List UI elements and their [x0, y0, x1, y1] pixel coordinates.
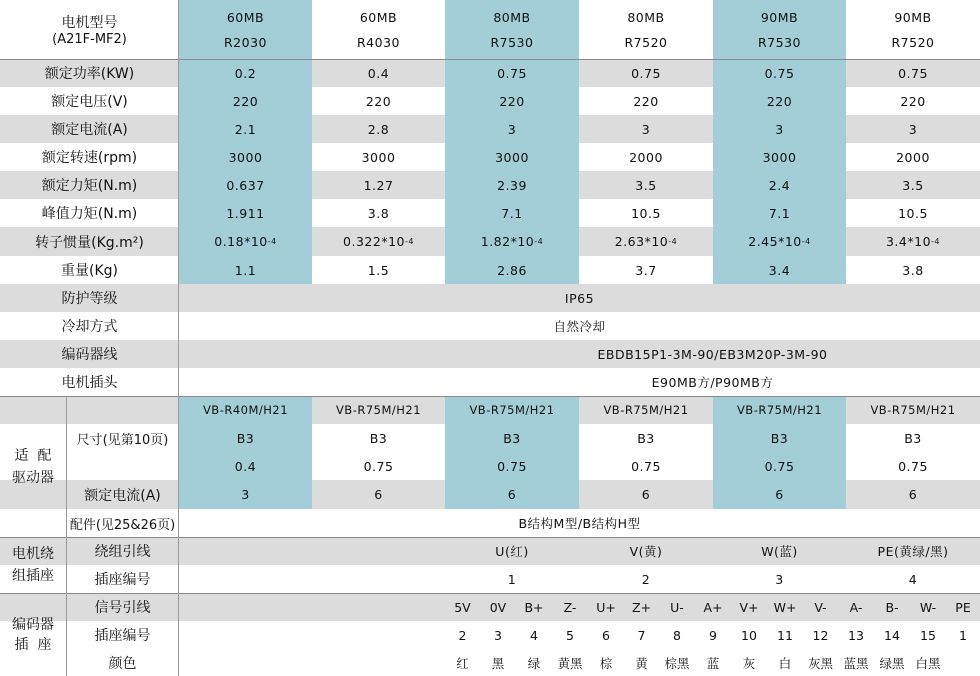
- encoder-signal: Z-: [563, 599, 577, 615]
- grid-line: [178, 396, 179, 509]
- inertia-value: 1.82*10 -4: [480, 234, 544, 249]
- weight-value: 3.4: [768, 262, 791, 278]
- encoder-wire-color: 红: [456, 655, 469, 671]
- encoder-wire-color: [946, 649, 980, 676]
- driver-size: B3: [637, 430, 655, 446]
- signal-label: 信号引线: [94, 600, 151, 616]
- grid-line: [0, 593, 980, 594]
- model-series: 60MB: [226, 9, 265, 25]
- spec-value: 10.5: [898, 205, 928, 221]
- pin-label: 插座编号: [94, 572, 151, 588]
- weight-value: 1.5: [367, 262, 390, 278]
- accessory-value: B结构M型/B结构H型: [518, 516, 641, 531]
- encoder-pin: 9: [709, 627, 717, 643]
- spec-value: 3000: [495, 149, 529, 165]
- encoder-signal: Z+: [631, 599, 652, 615]
- encoder-pin: 2: [458, 627, 467, 643]
- model-code: R7520: [624, 34, 668, 50]
- encoder-pin: 13: [848, 627, 864, 643]
- encoder-signal: A-: [849, 599, 863, 615]
- encoder-signal: 0V: [489, 599, 507, 615]
- encoder-pin: 3: [494, 627, 502, 643]
- spec-value: 3: [908, 121, 918, 137]
- encoder-pin: 7: [637, 627, 646, 643]
- encoder-wire-color: 白: [778, 655, 792, 671]
- model-code: R7520: [891, 34, 935, 50]
- spec-value: 220: [365, 93, 392, 109]
- model-code: R7530: [758, 34, 801, 50]
- merged-value: E90MB方/P90MB方: [651, 375, 774, 390]
- spec-value: 7.1: [501, 205, 523, 221]
- driver-size: B3: [770, 430, 789, 446]
- encoder-wire-color: 棕: [599, 655, 613, 671]
- driver-current: 6: [507, 487, 517, 502]
- encoder-group-label-line: 插 座: [14, 636, 52, 653]
- color-label: 颜色: [108, 655, 137, 672]
- spec-value: 3.5: [902, 177, 924, 193]
- driver-size: B3: [904, 430, 922, 446]
- encoder-pin: 14: [884, 627, 900, 643]
- spec-value: 1.27: [363, 177, 394, 193]
- encoder-pin: 12: [812, 627, 829, 643]
- encoder-signal: W+: [773, 599, 797, 615]
- spec-label: 额定电压(V): [51, 94, 128, 110]
- encoder-pin: 5: [566, 627, 574, 643]
- winding-wire: V(黄): [629, 544, 663, 559]
- spec-value: 2.8: [367, 121, 390, 137]
- encoder-wire-color: 黄: [635, 655, 648, 671]
- weight-value: 2.86: [497, 262, 527, 278]
- encoder-group-label: [0, 593, 66, 676]
- encoder-wire-color: 灰黑: [807, 655, 833, 671]
- spec-label: 额定力矩(N.m): [41, 178, 138, 194]
- spec-value: 220: [633, 93, 659, 109]
- encoder-pin: 15: [920, 627, 936, 643]
- grid-line: [178, 0, 179, 396]
- model-column-header: [579, 0, 713, 59]
- driver-model: VB-R75M/H21: [870, 403, 956, 417]
- driver-model: VB-R40M/H21: [202, 403, 289, 417]
- spec-value: 220: [766, 93, 793, 109]
- encoder-signal: PE: [955, 599, 971, 615]
- model-column-header: [846, 0, 980, 59]
- encoder-signal: W-: [919, 599, 937, 615]
- model-code: R2030: [224, 34, 267, 50]
- encoder-pin: 8: [673, 627, 681, 643]
- spec-value: 220: [900, 93, 926, 109]
- model-header-label-line2: (A21F-MF2): [52, 32, 127, 47]
- winding-group-label-line: 电机绕: [12, 546, 54, 562]
- encoder-signal: V+: [739, 599, 759, 615]
- driver-power: 0.75: [363, 458, 394, 474]
- spec-value: 2.4: [768, 177, 791, 193]
- spec-value: 3000: [228, 149, 263, 165]
- spec-value: 3: [775, 121, 784, 137]
- encoder-wire-color: 棕黑: [664, 655, 690, 671]
- encoder-wire-color: 绿黑: [879, 655, 905, 671]
- encoder-wire-color: 蓝: [706, 655, 720, 671]
- winding-wire: W(蓝): [761, 544, 798, 559]
- driver-power: 0.75: [898, 458, 928, 474]
- merged-value: EBDB15P1-3M-90/EB3M20P-3M-90: [597, 346, 828, 362]
- encoder-pin: 10: [741, 627, 757, 643]
- driver-model: VB-R75M/H21: [603, 403, 689, 417]
- driver-model: VB-R75M/H21: [469, 403, 555, 417]
- driver-power: 0.75: [631, 458, 661, 474]
- spec-value: 0.75: [631, 65, 661, 81]
- merged-value: 自然冷却: [553, 319, 606, 334]
- encoder-pin: 1: [959, 627, 967, 643]
- driver-current: 6: [775, 487, 784, 502]
- driver-power: 0.4: [234, 458, 257, 474]
- driver-sub-cell: [66, 396, 179, 424]
- spec-label: 额定转速(rpm): [41, 150, 138, 166]
- encoder-wire-color: 黄黑: [557, 655, 583, 671]
- encoder-signal: B+: [524, 599, 544, 615]
- grid-line: [0, 59, 980, 60]
- model-column-header: [445, 0, 579, 59]
- spec-label: 防护等级: [61, 291, 118, 307]
- winding-group-label-line: 组插座: [12, 568, 54, 584]
- weight-value: 3.8: [902, 262, 924, 278]
- inertia-value: 2.63*10 -4: [614, 234, 678, 249]
- winding-wire: U(红): [495, 544, 529, 559]
- spec-value: 7.1: [768, 205, 791, 221]
- grid-line: [0, 537, 980, 538]
- spec-value: 3000: [762, 149, 797, 165]
- model-series: 60MB: [359, 9, 398, 25]
- spec-label: 峰值力矩(N.m): [41, 206, 138, 222]
- driver-size: B3: [503, 430, 521, 446]
- model-header-label: [0, 0, 179, 59]
- model-series: 80MB: [493, 9, 531, 25]
- spec-label: 转子惯量(Kg.m²): [35, 234, 144, 251]
- winding-pin: 2: [641, 571, 651, 587]
- model-column-header: [179, 0, 312, 59]
- encoder-pin: 6: [602, 627, 610, 643]
- driver-size-label: 尺寸(见第10页): [76, 432, 169, 448]
- winding-wire: PE(黄绿/黑): [877, 544, 949, 559]
- driver-group-label-line: 驱动器: [12, 469, 54, 486]
- driver-sub-cell: [66, 452, 179, 480]
- accessory-label: 配件(见25&26页): [69, 517, 176, 533]
- model-column-header: [713, 0, 846, 59]
- model-series: 90MB: [894, 9, 932, 25]
- driver-model: VB-R75M/H21: [335, 403, 422, 417]
- spec-value: 3: [641, 121, 651, 137]
- model-column-header: [312, 0, 445, 59]
- driver-current: 6: [908, 487, 918, 502]
- inertia-value: 0.18*10 -4: [214, 234, 277, 249]
- driver-power: 0.75: [497, 458, 527, 474]
- weight-value: 3.7: [635, 262, 657, 278]
- grid-line: [178, 509, 179, 676]
- driver-group-label-line: 适 配: [14, 447, 52, 464]
- spec-value: 0.2: [234, 65, 257, 81]
- inertia-value: 2.45*10 -4: [748, 234, 811, 249]
- merged-value: IP65: [564, 290, 595, 306]
- inertia-value: 3.4*10 -4: [885, 234, 941, 249]
- weight-value: 1.1: [234, 262, 257, 278]
- driver-current: 6: [641, 487, 651, 502]
- model-series: 90MB: [760, 9, 799, 25]
- spec-label: 额定功率(KW): [44, 66, 135, 82]
- wire-label: 绕组引线: [94, 544, 151, 560]
- spec-label: 电机插头: [61, 375, 118, 391]
- spec-value: 0.4: [367, 65, 390, 81]
- spec-value: 0.75: [898, 65, 928, 81]
- spec-value: 220: [232, 93, 259, 109]
- encoder-signal: 5V: [454, 599, 471, 615]
- winding-pin: 4: [908, 571, 918, 587]
- driver-power: 0.75: [764, 458, 795, 474]
- spec-value: 10.5: [631, 205, 661, 221]
- model-code: R7530: [490, 34, 534, 50]
- spec-value: 3.5: [635, 177, 657, 193]
- spec-value: 3: [507, 121, 517, 137]
- driver-size: B3: [236, 430, 255, 446]
- encoder-signal: B-: [885, 599, 899, 615]
- encoder-wire-color: 蓝黑: [843, 655, 869, 671]
- driver-size: B3: [369, 430, 388, 446]
- spec-value: 2000: [629, 149, 663, 165]
- encoder-signal: U+: [596, 599, 616, 615]
- encoder-wire-color: 绿: [527, 655, 541, 671]
- spec-label: 重量(Kg): [61, 263, 118, 279]
- encoder-wire-color: 黑: [491, 655, 505, 671]
- spec-value: 3.8: [367, 205, 390, 221]
- grid-line: [0, 396, 980, 397]
- inertia-value: 0.322*10 -4: [343, 234, 414, 249]
- spec-value: 0.637: [226, 177, 265, 193]
- spec-value: 2000: [896, 149, 930, 165]
- driver-current: 3: [241, 487, 250, 502]
- spec-label: 冷却方式: [61, 319, 118, 335]
- model-header-label-line1: 电机型号: [61, 15, 118, 31]
- spec-label: 额定电流(A): [51, 122, 128, 138]
- encoder-signal: V-: [814, 599, 827, 615]
- encoder-group-label-line: 编码器: [12, 616, 54, 633]
- spec-value: 0.75: [497, 65, 527, 81]
- encoder-signal: U-: [670, 599, 684, 615]
- encoder-signal: A+: [703, 599, 723, 615]
- model-code: R4030: [357, 34, 400, 50]
- spec-value: 0.75: [764, 65, 795, 81]
- winding-group-label: [0, 537, 66, 593]
- winding-pin: 3: [775, 571, 784, 587]
- spec-value: 2.1: [234, 121, 257, 137]
- spec-label: 编码器线: [61, 347, 118, 363]
- encoder-pin: 11: [777, 627, 793, 643]
- driver-current-label: 额定电流(A): [84, 487, 161, 504]
- winding-pin: 1: [507, 571, 517, 587]
- spec-value: 2.39: [497, 177, 527, 193]
- spec-value: 3000: [361, 149, 396, 165]
- encoder-wire-color: 白黑: [915, 655, 941, 671]
- driver-current: 6: [374, 487, 383, 502]
- spec-value: 1.911: [226, 205, 265, 221]
- driver-model: VB-R75M/H21: [736, 403, 823, 417]
- grid-line: [66, 396, 67, 676]
- encoder-pin: 4: [530, 627, 538, 643]
- spec-value: 220: [499, 93, 525, 109]
- driver-group-label: [0, 396, 66, 537]
- encoder-pin-label: 插座编号: [94, 628, 151, 644]
- encoder-wire-color: 灰: [742, 655, 756, 671]
- model-series: 80MB: [627, 9, 665, 25]
